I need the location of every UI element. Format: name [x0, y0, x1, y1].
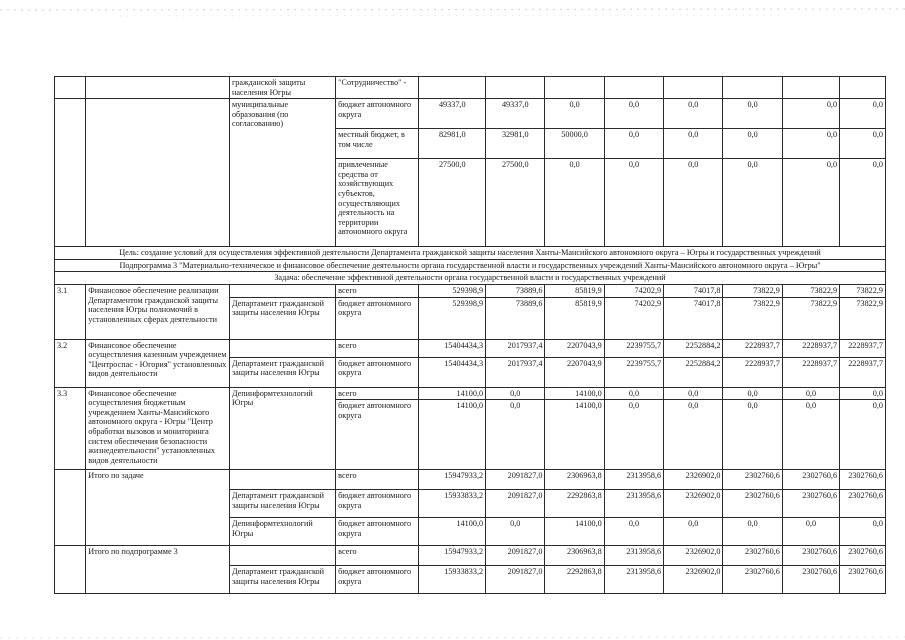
value-cell: 0,0: [486, 518, 545, 546]
value-cell: 0,0: [664, 159, 723, 247]
value-cell: 2302760,6: [782, 566, 839, 594]
value-cell: 0,0: [723, 518, 782, 546]
value-cell: 0,0: [604, 400, 663, 470]
value-cell: 2091827,0: [486, 490, 545, 518]
value-cell: 0,0: [840, 99, 886, 129]
value-cell: 15404434,3: [419, 339, 486, 357]
source-cell: "Сотрудничество" -: [336, 77, 419, 99]
task-total-label: Итого по задаче: [86, 470, 230, 546]
source-cell: всего: [336, 470, 419, 490]
value-cell: 2302760,6: [782, 470, 839, 490]
value-cell: 0,0: [723, 159, 782, 247]
row-number: 3.2: [55, 339, 86, 387]
value-cell: 529398,9: [419, 284, 486, 297]
value-cell: 73889,6: [486, 284, 545, 297]
value-cell: 0,0: [664, 518, 723, 546]
value-cell: 85819,9: [545, 297, 604, 339]
goal-text: Цель: создание условий для осуществления эффективной деятельности Департамента гражданской защиты населения Ханты-Мансийского автономного округа – Югры и государственных учреждений: [55, 247, 886, 260]
table-row: [55, 284, 886, 297]
value-cell: 2306963,8: [545, 470, 604, 490]
source-cell: бюджет автономного округа: [336, 518, 419, 546]
value-cell: 2326902,0: [664, 566, 723, 594]
value-cell: 49337,0: [486, 99, 545, 129]
value-cell: 73822,9: [723, 284, 782, 297]
value-cell: 0,0: [840, 518, 886, 546]
value-cell: 2302760,6: [840, 470, 886, 490]
value-cell: 2302760,6: [840, 490, 886, 518]
value-cell: 2326902,0: [664, 470, 723, 490]
value-cell: 0,0: [782, 518, 839, 546]
value-cell: 0,0: [664, 387, 723, 400]
value-cell: 2302760,6: [723, 470, 782, 490]
value-cell: 15947933,2: [419, 546, 486, 566]
value-cell: 14100,0: [419, 400, 486, 470]
value-cell: 2326902,0: [664, 490, 723, 518]
value-cell: 2228937,7: [840, 339, 886, 357]
source-cell: бюджет автономного округа: [336, 99, 419, 129]
table-row: [55, 387, 886, 400]
value-cell: 2302760,6: [840, 546, 886, 566]
value-cell: 2228937,7: [723, 339, 782, 357]
subprogram-row: [55, 259, 886, 272]
value-cell: 73822,9: [782, 297, 839, 339]
value-cell: 2292863,8: [545, 490, 604, 518]
value-cell: 0,0: [604, 387, 663, 400]
value-cell: 0,0: [604, 129, 663, 159]
value-cell: 74202,9: [604, 284, 663, 297]
value-cell: 2302760,6: [723, 490, 782, 518]
value-cell: 0,0: [664, 99, 723, 129]
value-cell: 2091827,0: [486, 470, 545, 490]
value-cell: 14100,0: [545, 387, 604, 400]
source-cell: привлеченные средства от хозяйствующих субъектов, осуществляющих деятельность на территории автономного округа: [336, 159, 419, 247]
value-cell: 27500,0: [419, 159, 486, 247]
source-cell: всего: [336, 284, 419, 297]
value-cell: 50000,0: [545, 129, 604, 159]
value-cell: 73822,9: [840, 284, 886, 297]
source-cell: бюджет автономного округа: [336, 566, 419, 594]
value-cell: 0,0: [664, 400, 723, 470]
value-cell: 2228937,7: [782, 339, 839, 357]
value-cell: 0,0: [840, 400, 886, 470]
value-cell: 74017,8: [664, 284, 723, 297]
value-cell: 0,0: [723, 387, 782, 400]
goal-row: [55, 247, 886, 260]
value-cell: 14100,0: [419, 387, 486, 400]
value-cell: 2091827,0: [486, 566, 545, 594]
source-cell: бюджет автономного округа: [336, 490, 419, 518]
subprogram-title: Подпрограмма 3 "Материально-техническое и финансовое обеспечение деятельности органа государственной власти и государственных учреждений Ханты-Мансийского автономного округа – Югры": [55, 259, 886, 272]
table-row: [55, 546, 886, 566]
value-cell: 2228937,7: [782, 357, 839, 387]
value-cell: 2292863,8: [545, 566, 604, 594]
value-cell: 15933833,2: [419, 490, 486, 518]
source-cell: бюджет автономного округа: [336, 297, 419, 339]
executor-cell: Депинформтехнологий Югры: [229, 387, 335, 470]
value-cell: 2302760,6: [782, 490, 839, 518]
value-cell: 0,0: [840, 159, 886, 247]
value-cell: 2207043,9: [545, 357, 604, 387]
executor-cell: муниципальные образования (по согласованию): [229, 99, 335, 247]
row-number: 3.3: [55, 387, 86, 470]
value-cell: 0,0: [782, 387, 839, 400]
value-cell: 73889,6: [486, 297, 545, 339]
value-cell: 2326902,0: [664, 546, 723, 566]
executor-cell: гражданской защиты населения Югры: [229, 77, 335, 99]
value-cell: 73822,9: [782, 284, 839, 297]
value-cell: 0,0: [782, 99, 839, 129]
value-cell: 2302760,6: [782, 546, 839, 566]
value-cell: 2302760,6: [723, 546, 782, 566]
value-cell: 0,0: [782, 400, 839, 470]
executor-cell: Департамент гражданской защиты населения Югры: [229, 566, 335, 594]
value-cell: 2239755,7: [604, 339, 663, 357]
value-cell: 73822,9: [723, 297, 782, 339]
activity-name: Финансовое обеспечение реализации Департаментом гражданской защиты населения Югры полномочий в установленных сферах деятельности: [86, 284, 230, 339]
value-cell: 2228937,7: [840, 357, 886, 387]
value-cell: 32981,0: [486, 129, 545, 159]
table-row: [55, 470, 886, 490]
executor-cell: Депинформтехнологий Югры: [229, 518, 335, 546]
value-cell: 0,0: [604, 99, 663, 129]
value-cell: 0,0: [782, 129, 839, 159]
value-cell: 0,0: [486, 387, 545, 400]
value-cell: 0,0: [664, 129, 723, 159]
value-cell: 529398,9: [419, 297, 486, 339]
value-cell: 49337,0: [419, 99, 486, 129]
executor-cell: Департамент гражданской защиты населения Югры: [229, 490, 335, 518]
budget-table: [54, 76, 886, 594]
value-cell: 15947933,2: [419, 470, 486, 490]
value-cell: 14100,0: [545, 518, 604, 546]
executor-cell: Департамент гражданской защиты населения Югры: [229, 357, 335, 387]
value-cell: 2228937,7: [723, 357, 782, 387]
source-cell: бюджет автономного округа: [336, 400, 419, 470]
value-cell: 0,0: [545, 99, 604, 129]
value-cell: 15933833,2: [419, 566, 486, 594]
row-number: 3.1: [55, 284, 86, 339]
value-cell: 2252884,2: [664, 339, 723, 357]
value-cell: 2313958,6: [604, 546, 663, 566]
value-cell: 14100,0: [419, 518, 486, 546]
value-cell: 85819,9: [545, 284, 604, 297]
value-cell: 2017937,4: [486, 339, 545, 357]
value-cell: 0,0: [723, 99, 782, 129]
value-cell: 2313958,6: [604, 566, 663, 594]
value-cell: 0,0: [545, 159, 604, 247]
source-cell: всего: [336, 387, 419, 400]
value-cell: 0,0: [486, 400, 545, 470]
value-cell: 2313958,6: [604, 470, 663, 490]
executor-cell: Департамент гражданской защиты населения Югры: [229, 297, 335, 339]
value-cell: 2302760,6: [840, 566, 886, 594]
value-cell: 0,0: [723, 400, 782, 470]
value-cell: 0,0: [604, 518, 663, 546]
value-cell: 2017937,4: [486, 357, 545, 387]
value-cell: 2313958,6: [604, 490, 663, 518]
value-cell: 27500,0: [486, 159, 545, 247]
table-row: [55, 339, 886, 357]
value-cell: 0,0: [723, 129, 782, 159]
activity-name: Финансовое обеспечение осуществления казенным учреждением "Центроспас - Югория" установленных видов деятельности: [86, 339, 230, 387]
value-cell: 2306963,8: [545, 546, 604, 566]
value-cell: 2091827,0: [486, 546, 545, 566]
value-cell: 14100,0: [545, 400, 604, 470]
table-row: [55, 77, 886, 99]
activity-name: Финансовое обеспечение осуществления бюджетным учреждением Ханты-Мансийского автономного округа - Югры "Центр обработки вызовов и мониторинга систем обеспечения безопасности жизнедеятельности" установленных видов деятельности: [86, 387, 230, 470]
source-cell: всего: [336, 339, 419, 357]
value-cell: 0,0: [840, 387, 886, 400]
value-cell: 0,0: [840, 129, 886, 159]
source-cell: местный бюджет, в том числе: [336, 129, 419, 159]
value-cell: 74017,8: [664, 297, 723, 339]
value-cell: 73822,9: [840, 297, 886, 339]
source-cell: всего: [336, 546, 419, 566]
task-row: [55, 272, 886, 285]
source-cell: бюджет автономного округа: [336, 357, 419, 387]
value-cell: 2207043,9: [545, 339, 604, 357]
value-cell: 15404434,3: [419, 357, 486, 387]
value-cell: 2239755,7: [604, 357, 663, 387]
task-title: Задача: обеспечение эффективной деятельности органа государственной власти и государственных учреждений: [55, 272, 886, 285]
value-cell: 2302760,6: [723, 566, 782, 594]
subprogram-total-label: Итого по подпрограмме 3: [86, 546, 230, 594]
value-cell: 82981,0: [419, 129, 486, 159]
table-row: [55, 99, 886, 129]
value-cell: 74202,9: [604, 297, 663, 339]
value-cell: 0,0: [782, 159, 839, 247]
value-cell: 0,0: [604, 159, 663, 247]
value-cell: 2252884,2: [664, 357, 723, 387]
